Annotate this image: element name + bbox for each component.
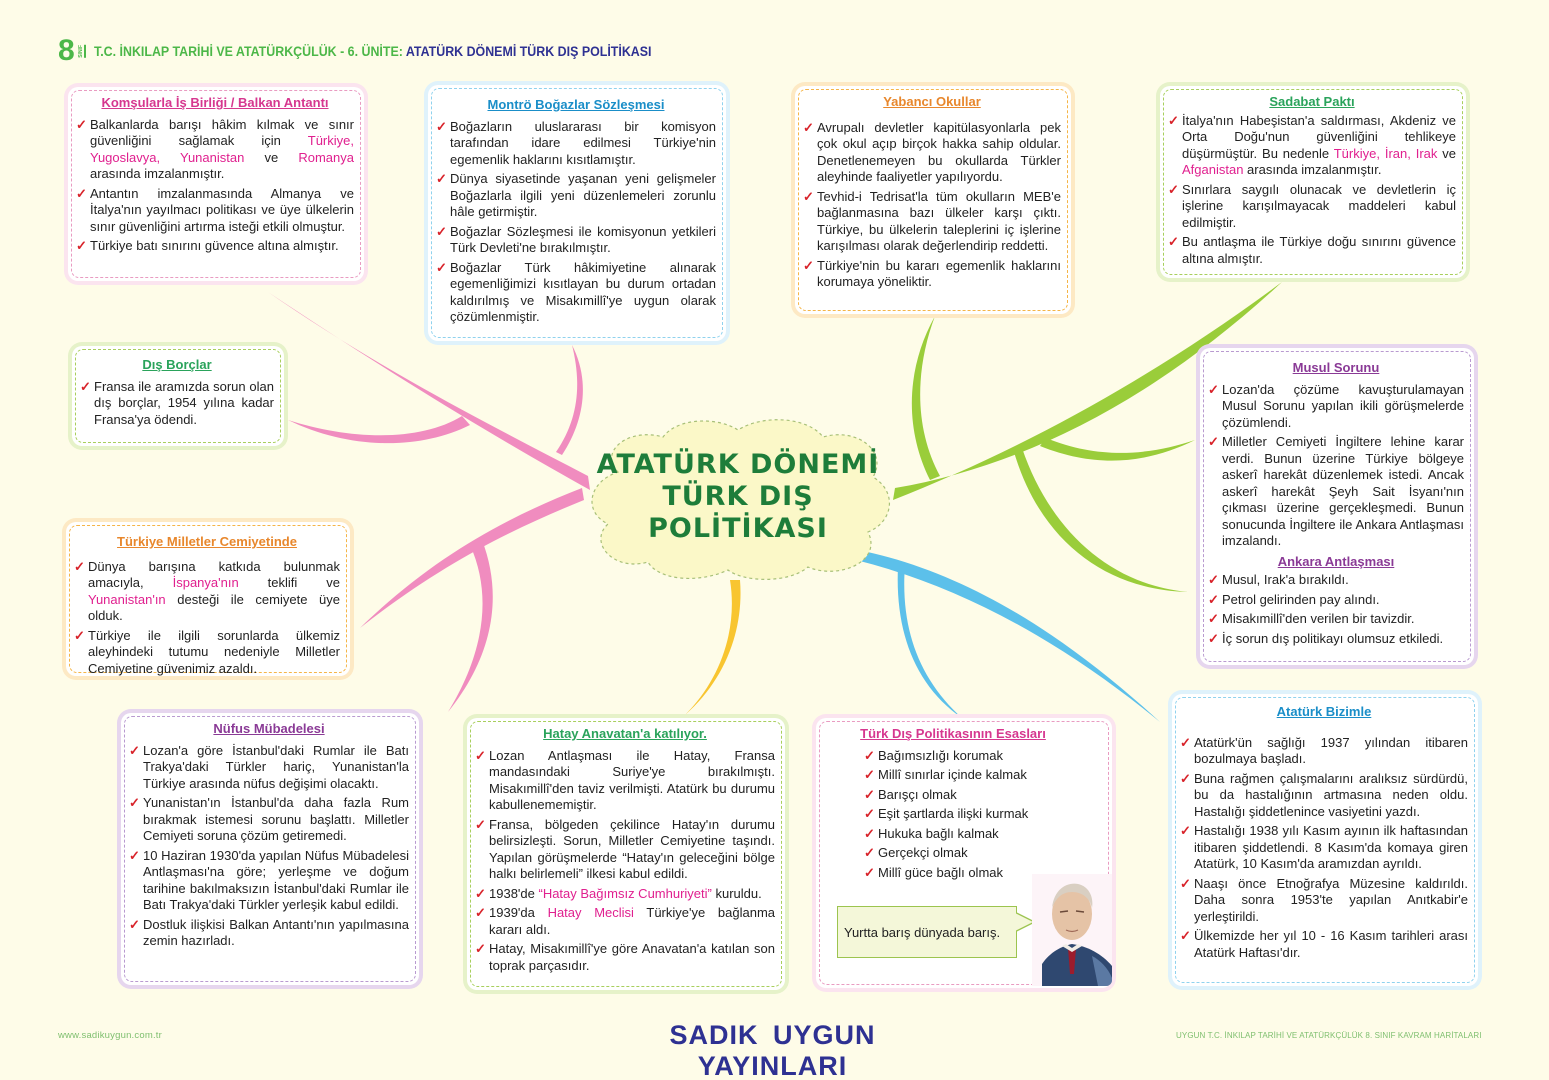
list-item: ✓ Dünya barışına katkıda bulunmak amacıyla, İspanya'nın teklifi ve Yunanistan'ın desteği ile cemiyete üye olduk. xyxy=(74,558,340,623)
list-item: ✓ Sınırlara saygılı olunacak ve devletlerin iç işlerine karışılmayacak maddeleri kabul edilmiştir. xyxy=(1168,181,1456,230)
check-icon: ✓ xyxy=(864,806,875,821)
list-item: ✓ Türkiye ile ilgili sorunlarda ülkemiz aleyhindeki tutumu nedeniyle Milletler Cemiyetine güvenimiz azaldı. xyxy=(74,627,340,676)
check-icon: ✓ xyxy=(129,742,140,758)
check-icon: ✓ xyxy=(129,795,140,810)
card-ataturk-bizimle xyxy=(1172,694,1478,986)
card-subtitle-ankara: Ankara Antlaşması xyxy=(1277,553,1395,569)
card-montro xyxy=(428,85,726,341)
highlight-term: Hatay Meclisi xyxy=(547,905,634,920)
unit-name: ATATÜRK DÖNEMİ TÜRK DIŞ POLİTİKASI xyxy=(405,43,652,59)
list-item: ✓ Avrupalı devletler kapitülasyonlarla pek çok okul açıp birçok hakka sahip oldular. Denetlenemeyen bu okullarda Türkler aleyhinde faaliyetler yapılıyordu. xyxy=(803,119,1061,184)
branch-green-yabanci xyxy=(912,316,940,480)
card-title: Montrö Boğazlar Sözleşmesi xyxy=(487,97,665,112)
quote-text: Yurtta barış dünyada barış. xyxy=(844,924,1001,940)
branch-green-musul-upper xyxy=(1040,438,1195,461)
list-item: ✓ Atatürk'ün sağlığı 1937 yılından itibaren bozulmaya başladı. xyxy=(1180,734,1468,766)
highlight-countries: Türkiye, İran, Irak xyxy=(1333,145,1438,161)
check-icon: ✓ xyxy=(864,767,875,782)
check-icon: ✓ xyxy=(864,845,875,860)
check-icon: ✓ xyxy=(1208,381,1219,397)
card-title: Atatürk Bizimle xyxy=(1276,704,1372,719)
check-icon: ✓ xyxy=(475,747,486,763)
list-item: ✓ Eşit şartlarda ilişki kurmak xyxy=(864,806,1029,821)
check-icon: ✓ xyxy=(80,378,91,394)
check-icon: ✓ xyxy=(436,171,447,186)
check-icon: ✓ xyxy=(1180,823,1191,838)
check-icon: ✓ xyxy=(475,816,486,832)
card-title: Nüfus Mübadelesi xyxy=(213,721,325,736)
card-nufus-mubadelesi xyxy=(121,713,419,985)
check-icon: ✓ xyxy=(864,786,875,802)
list-item: ✓ Tevhid-i Tedrisat'la tüm okulların MEB'e bağlanmasına bazı ülkeler karşı çıktı. Türkiye, bu ülkelerin taleplerini iç işlerine karışılması olarak değerlendirip reddetti. xyxy=(803,188,1061,253)
list-item: ✓ Dünya siyasetinde yaşanan yeni gelişmeler Boğazlarla ilgili yeni düzenlemeleri zorunlu hâle getirmiştir. xyxy=(436,171,716,219)
check-icon: ✓ xyxy=(475,941,486,956)
check-icon: ✓ xyxy=(1208,611,1219,626)
check-icon: ✓ xyxy=(864,747,875,763)
card-balkan-antanti xyxy=(68,87,364,281)
list-item: ✓ 1938'de “Hatay Bağımsız Cumhuriyeti” kuruldu. xyxy=(475,885,762,901)
check-icon: ✓ xyxy=(1208,434,1219,449)
check-icon: ✓ xyxy=(475,905,486,920)
list-item: ✓ Antantın imzalanmasında Almanya ve İtalya'nın yayılmacı politikası ve üye ülkelerin sınır güvenliğini artırma isteği etkili olmuştur. xyxy=(76,185,354,234)
check-icon: ✓ xyxy=(129,916,140,932)
list-item: ✓ 10 Haziran 1930'da yapılan Nüfus Mübadelesi Antlaşması'na göre; yerleşme ve doğum tarihine bakılmaksızın İstanbul'daki Rumlar ile Batı Trakya'daki Türkler yerleşik kabul edildi. xyxy=(129,847,409,912)
list-item: ✓ Gerçekçi olmak xyxy=(864,845,968,860)
central-title-line-3: POLİTİKASI xyxy=(648,513,828,544)
branch-yellow-hatay xyxy=(685,580,741,715)
list-item: ✓ Balkanlarda barışı hâkim kılmak ve sınır güvenliğini sağlamak için Türkiye, Yugoslavya, Yunanistan ve Romanya arasında imzalanmıştır. xyxy=(76,116,354,181)
central-title xyxy=(578,412,898,582)
branch-pink-milletler xyxy=(360,488,584,628)
list-item: ✓ Boğazlar Türk hâkimiyetine alınarak egemenliğimizi kısıtlayan bu durum ortadan kaldırılmış ve Misakımillî'ye uygun olarak çözümlenmiştir. xyxy=(436,259,716,324)
highlight-term: “Hatay Bağımsız Cumhuriyeti” xyxy=(538,885,712,901)
central-title-line-1: ATATÜRK DÖNEMİ xyxy=(596,449,880,480)
list-item: ✓ Bu antlaşma ile Türkiye doğu sınırını güvence altına almıştır. xyxy=(1168,234,1456,266)
list-item: ✓ Petrol gelirinden pay alındı. xyxy=(1208,591,1380,607)
list-item: ✓ Boğazların uluslararası bir komisyon tarafından idare edilmesi Türkiye'nin egemenlik haklarını kısıtlamıştır. xyxy=(436,118,716,167)
list-item: ✓ Fransa ile aramızda sorun olan dış borçlar, 1954 yılına kadar Fransa'ya ödendi. xyxy=(80,378,274,427)
list-item: ✓ Millî güce bağlı olmak xyxy=(864,864,1003,880)
list-item: ✓ Musul, Irak'a bırakıldı. xyxy=(1208,572,1349,587)
list-item: ✓ Yunanistan'ın İstanbul'da daha fazla Rum bırakmak istemesi sorunu başlattı. Milletler Cemiyeti soruna çözüm getiremedi. xyxy=(129,795,409,843)
list-item: ✓ Hatay, Misakımillî'ye göre Anavatan'a katılan son toprak parçasıdır. xyxy=(475,941,775,973)
card-title: Türk Dış Politikasının Esasları xyxy=(860,726,1046,741)
list-item: ✓ Misakımillî'den verilen bir tavizdir. xyxy=(1208,611,1415,626)
list-item: ✓ Milletler Cemiyeti İngiltere lehine karar verdi. Bunun üzerine Türkiye bölgeye askerî harekât düzenlemek istedi. Ancak askerî harekât Şeyh Sait İsyanı'nın çıkması üzerine gerçekleşmedi. Bunun sonucunda İngiltere ile Ankara Antlaşması imzalandı. xyxy=(1208,434,1464,548)
speech-bubble xyxy=(837,906,1017,958)
course-name: T.C. İNKILAP TARİHİ VE ATATÜRKÇÜLÜK - 6. ÜNİTE: xyxy=(93,43,403,59)
check-icon: ✓ xyxy=(803,188,814,204)
highlight-countries: Türkiye, Yugoslavya, Yunanistan xyxy=(90,133,354,165)
portrait-icon xyxy=(1032,874,1112,986)
card-title: Dış Borçlar xyxy=(142,357,212,372)
grade-label: SINIF xyxy=(77,44,84,58)
check-icon: ✓ xyxy=(76,238,87,253)
list-item: ✓ Lozan Antlaşması ile Hatay, Fransa mandasındaki Suriye'ye bırakılmıştı. Misakımillî'den taviz verilmişti. Atatürk bu durumu kabullenememiştir. xyxy=(475,747,775,812)
check-icon: ✓ xyxy=(1180,875,1191,891)
check-icon: ✓ xyxy=(1168,181,1179,197)
check-icon: ✓ xyxy=(475,885,486,901)
central-topic xyxy=(578,412,898,582)
card-milletler-cemiyeti xyxy=(66,522,350,676)
list-item: ✓ 1939'da Hatay Meclisi Türkiye'ye bağlanma kararı aldı. xyxy=(475,905,776,937)
card-hatay xyxy=(467,718,785,990)
publisher-url[interactable]: www.sadikuygun.com.tr xyxy=(58,1030,162,1041)
check-icon: ✓ xyxy=(1180,928,1191,943)
list-item: ✓ Millî sınırlar içinde kalmak xyxy=(864,767,1027,782)
card-yabanci-okullar xyxy=(795,86,1071,314)
series-title: UYGUN T.C. İNKILAP TARİHİ VE ATATÜRKÇÜLÜK 8. SINIF KAVRAM HARİTALARI xyxy=(1176,1031,1482,1040)
check-icon: ✓ xyxy=(1168,234,1179,249)
card-title: Musul Sorunu xyxy=(1292,360,1380,375)
ataturk-portrait xyxy=(1032,874,1112,986)
check-icon: ✓ xyxy=(1208,630,1219,646)
check-icon: ✓ xyxy=(803,119,814,135)
check-icon: ✓ xyxy=(76,185,87,201)
list-item: ✓ Lozan'a göre İstanbul'daki Rumlar ile Batı Trakya'daki Türkler hariç, Yunanistan'la Türkiye arasında nüfus değişimi olacaktı. xyxy=(129,742,409,791)
list-item: ✓ Bağımsızlığı korumak xyxy=(864,747,1003,763)
list-item: ✓ Boğazlar Sözleşmesi ile komisyonun yetkileri Türk Devleti'ne bırakılmıştır. xyxy=(436,223,716,255)
list-item: ✓ İç sorun dış politikayı olumsuz etkiledi. xyxy=(1208,630,1444,646)
branch-pink-nufus xyxy=(448,540,493,712)
highlight-country: Romanya xyxy=(298,149,354,165)
list-item: ✓ Naaşı önce Etnoğrafya Müzesine kaldırıldı. Daha sonra 1953'te yapılan Anıtkabir'e yerleştirildi. xyxy=(1180,875,1468,924)
publisher-brand: SADIK UYGUN YAYINLARI xyxy=(669,1020,876,1080)
check-icon: ✓ xyxy=(436,118,447,134)
check-icon: ✓ xyxy=(436,259,447,275)
list-item: ✓ Buna rağmen çalışmalarını aralıksız sürdürdü, bu da hastalığının artmasına neden oldu. Hastalığı şiddetlenince vasiyetini yazdı. xyxy=(1180,770,1468,819)
branch-pink-dis-borclar xyxy=(288,416,470,443)
highlight-country: İspanya'nın xyxy=(172,575,239,590)
list-item: ✓ Fransa, bölgeden çekilince Hatay'ın durumu belirsizleşti. Sorun, Milletler Cemiyetine taşındı. Yapılan görüşmelerde “Hatay'ın geleceğini bölge halkı belirlemeli” ilkesi kabul edildi. xyxy=(475,816,775,881)
card-title: Yabancı Okullar xyxy=(883,94,981,109)
card-title: Komşularla İş Birliği / Balkan Antantı xyxy=(101,95,329,110)
check-icon: ✓ xyxy=(1180,770,1191,786)
check-icon: ✓ xyxy=(129,847,140,863)
check-icon: ✓ xyxy=(1208,591,1219,607)
card-title: Türkiye Milletler Cemiyetinde xyxy=(117,534,297,549)
central-title-line-2: TÜRK DIŞ xyxy=(662,481,814,512)
check-icon: ✓ xyxy=(76,116,87,132)
check-icon: ✓ xyxy=(74,558,85,574)
list-item: ✓ Dostluk ilişkisi Balkan Antantı'nın yapılmasına zemin hazırladı. xyxy=(129,916,409,948)
check-icon: ✓ xyxy=(803,257,814,273)
list-item: ✓ Lozan'da çözüme kavuşturulamayan Musul Sorunu yapılan ikili görüşmelerde çözümlendi. xyxy=(1208,381,1464,430)
check-icon: ✓ xyxy=(1180,734,1191,750)
highlight-country: Yunanistan'ın xyxy=(88,591,166,607)
card-musul-sorunu xyxy=(1200,348,1474,665)
branch-green-musul-lower xyxy=(1014,448,1188,592)
list-item: ✓ Türkiye'nin bu kararı egemenlik haklarını korumaya yöneliktir. xyxy=(803,257,1061,289)
card-title: Hatay Anavatan'a katılıyor. xyxy=(543,726,707,741)
card-dis-borclar xyxy=(72,346,284,446)
check-icon: ✓ xyxy=(74,627,85,643)
check-icon: ✓ xyxy=(864,864,875,880)
list-item: ✓ Türkiye batı sınırını güvence altına almıştır. xyxy=(76,238,339,253)
check-icon: ✓ xyxy=(1168,112,1179,128)
check-icon: ✓ xyxy=(864,825,875,841)
list-item: ✓ Ülkemizde her yıl 10 - 16 Kasım tarihleri arası Atatürk Haftası'dır. xyxy=(1180,928,1468,960)
list-item: ✓ Hukuka bağlı kalmak xyxy=(864,825,999,841)
check-icon: ✓ xyxy=(1208,572,1219,587)
card-sadabat-pakti xyxy=(1160,86,1466,278)
highlight-country: Afganistan xyxy=(1182,162,1244,177)
list-item: ✓ Hastalığı 1938 yılı Kasım ayının ilk haftasından itibaren şiddetlendi. 8 Kasım'da komaya giren Atatürk, 10 Kasım'da aramızdan ayrıldı. xyxy=(1180,823,1468,871)
list-item: ✓ Barışçı olmak xyxy=(864,786,957,802)
check-icon: ✓ xyxy=(436,223,447,239)
card-title: Sadabat Paktı xyxy=(1269,94,1355,109)
grade-number: 8 xyxy=(58,34,74,67)
list-item: ✓ İtalya'nın Habeşistan'a saldırması, Akdeniz ve Orta Doğu'nun güvenliğini tehlikeye düşürmüştür. Bu nedenle Türkiye, İran, Irak ve Afganistan arasında imzalanmıştır. xyxy=(1168,112,1456,177)
